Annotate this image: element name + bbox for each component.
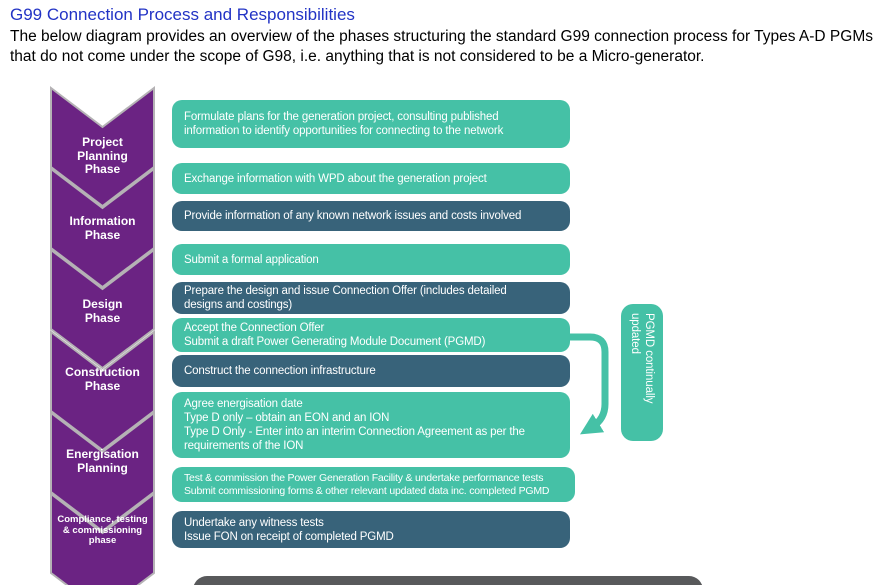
- process-step-box: [172, 282, 570, 314]
- process-step-line: Agree energisation date: [184, 398, 303, 410]
- phase-label-line: Construction: [65, 365, 140, 379]
- phase-label-line: Phase: [84, 310, 121, 325]
- phase-label-line: Information: [69, 214, 136, 228]
- process-step-line: Construct the connection infrastructure: [184, 365, 376, 377]
- phase-label-line: phase: [88, 535, 117, 546]
- process-step-line: Issue FON on receipt of completed PGMD: [184, 530, 394, 543]
- side-note-line: PGMD continually: [643, 313, 655, 404]
- phase-label-construction-phase: [51, 366, 154, 393]
- process-step-line: designs and costings): [184, 299, 293, 311]
- phase-label-line: Project: [82, 135, 123, 149]
- process-step-box: [172, 318, 570, 352]
- process-step-line: Submit a draft Power Generating Module Document (PGMD): [184, 336, 486, 348]
- phase-label-line: Phase: [84, 378, 121, 393]
- process-step-box: [172, 163, 570, 194]
- phase-label-line: Energisation: [66, 447, 139, 461]
- process-step-line: Type D Only - Enter into an interim Connection Agreement as per the: [184, 426, 525, 438]
- process-step-box: [172, 201, 570, 231]
- process-step-line: Submit commissioning forms & other relevant updated data inc. completed PGMD: [184, 484, 550, 497]
- side-note-line: updated: [629, 313, 641, 354]
- process-step-box: [172, 100, 570, 148]
- process-step-box: [172, 392, 570, 458]
- process-step-line: Type D only – obtain an EON and an ION: [184, 412, 390, 424]
- process-step-line: Provide information of any known network issues and costs involved: [184, 210, 522, 222]
- phase-label-line: & commissioning: [62, 524, 143, 536]
- phase-label-compliance-testing-commissioning-phase: [51, 515, 154, 547]
- process-step-line: Accept the Connection Offer: [184, 322, 325, 334]
- phase-label-design-phase: [51, 298, 154, 325]
- phase-label-line: Planning: [77, 148, 128, 163]
- pgmd-continually-updated-note: [621, 304, 663, 441]
- page-title: G99 Connection Process and Responsibilities: [10, 5, 355, 24]
- phase-label-energisation-planning: [51, 448, 154, 475]
- phase-label-line: Phase: [84, 227, 121, 242]
- process-step-line: Undertake any witness tests: [184, 516, 324, 529]
- process-step-box: [172, 244, 570, 275]
- phase-label-line: Planning: [77, 460, 128, 475]
- process-step-line: Test & commission the Power Generation Facility & undertake performance tests: [184, 472, 544, 484]
- phase-label-line: Phase: [84, 162, 121, 176]
- page-intro: The below diagram provides an overview of the phases structuring the standard G99 connection process for Types A-D PGMs that do not come under the scope of G98, i.e. anything that is not considered to be a Micro-generator.: [10, 28, 873, 65]
- process-step-line: Exchange information with WPD about the generation project: [184, 172, 487, 185]
- process-step-line: Formulate plans for the generation project, consulting published: [184, 111, 499, 123]
- phase-label-information-phase: [51, 215, 154, 242]
- pgmd-feedback-arrow: [570, 337, 605, 427]
- process-step-box: [172, 355, 570, 387]
- process-step-line: information to identify opportunities for connecting to the network: [184, 125, 504, 137]
- phase-label-line: Compliance, testing: [57, 514, 148, 525]
- process-step-box: [172, 467, 575, 502]
- process-step-line: Prepare the design and issue Connection Offer (includes detailed: [184, 285, 507, 297]
- process-step-line: requirements of the ION: [184, 440, 304, 452]
- process-step-line: Submit a formal application: [184, 253, 319, 266]
- phase-label-line: Design: [82, 297, 123, 311]
- process-step-box: [172, 511, 570, 548]
- phase-label-project-planning-phase: [51, 136, 154, 177]
- bottom-gray-bar: [193, 576, 703, 585]
